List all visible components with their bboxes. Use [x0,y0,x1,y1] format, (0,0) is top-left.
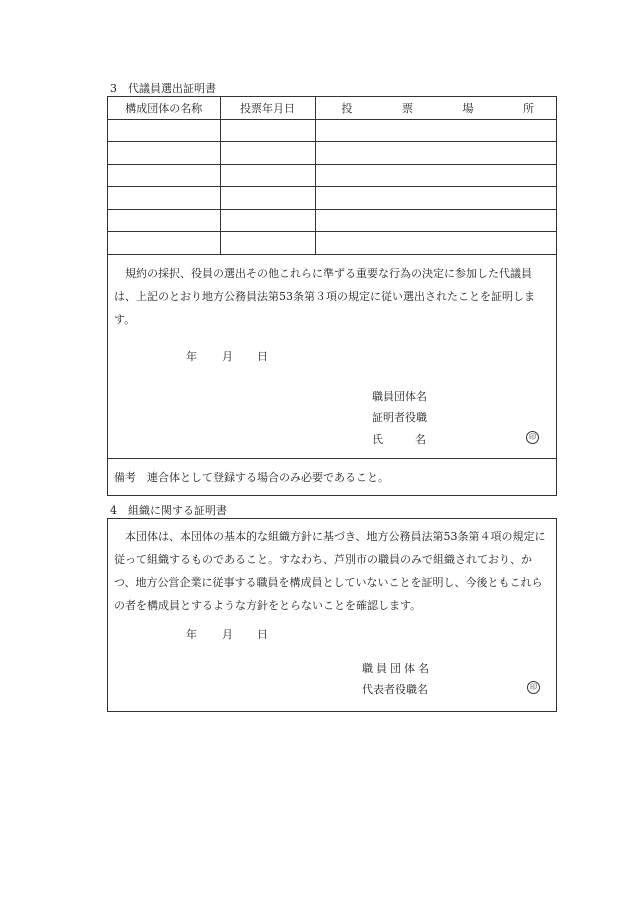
header-place-char: 票 [402,101,413,115]
cell-org-name[interactable] [108,142,220,165]
date-year-label: 年 [186,350,197,363]
cell-org-name[interactable] [108,232,220,255]
cell-org-name[interactable] [108,119,220,142]
date-day-label: 日 [257,350,268,363]
header-place-char: 場 [462,101,474,115]
organization-certificate-form [107,518,557,712]
table-row [108,187,556,210]
table-row [108,164,556,187]
header-place-char: 投 [341,101,353,115]
table-row [108,232,556,255]
org-name-label: 職員団体名 [362,662,432,675]
header-place-char: 所 [523,101,534,115]
certifier-role-label: 証明者役職 [372,411,427,424]
representative-role-label: 代表者役職名 [362,683,428,696]
cell-vote-place[interactable] [315,209,556,232]
remark-text: 備考 連合体として登録する場合のみ必要であること。 [114,471,389,484]
table-row [108,119,556,142]
certification-text: 規約の採択、役員の選出その他これらに準ずる重要な行為の決定に参加した代議員は、上記のとおり地方公務員法第53条第３項の規定に従い選出されたことを証明します。 [114,267,535,326]
seal-mark: 印 [526,431,539,444]
header-org-name: 構成団体の名称 [108,97,220,119]
cell-vote-place[interactable] [315,142,556,165]
remark-divider [108,458,556,459]
cell-vote-date[interactable] [220,119,315,142]
date-line [186,348,268,364]
cell-vote-place[interactable] [315,164,556,187]
cell-vote-place[interactable] [315,232,556,255]
cell-vote-place[interactable] [315,187,556,210]
name-label: 氏 名 [372,433,426,446]
cell-vote-place[interactable] [315,119,556,142]
section4-heading: 4 組織に関する証明書 [110,504,227,517]
table-row [108,209,556,232]
cell-vote-date[interactable] [220,209,315,232]
seal-mark: 印 [527,681,540,694]
cell-org-name[interactable] [108,187,220,210]
delegate-table [108,97,556,255]
org-name-label: 職員団体名 [372,390,427,403]
cell-org-name[interactable] [108,164,220,187]
table-row [108,142,556,165]
date-year-label: 年 [186,628,197,641]
cell-vote-date[interactable] [220,164,315,187]
date-day-label: 日 [257,628,268,641]
header-vote-place [315,97,556,119]
cell-vote-date[interactable] [220,232,315,255]
date-line [186,626,268,642]
table-header-row [108,97,556,119]
cell-vote-date[interactable] [220,142,315,165]
delegate-certificate-form [107,96,557,496]
section3-heading: 3 代議員選出証明書 [110,82,216,95]
date-month-label: 月 [222,628,233,641]
header-vote-date: 投票年月日 [220,97,315,119]
date-month-label: 月 [222,350,233,363]
cell-org-name[interactable] [108,209,220,232]
cell-vote-date[interactable] [220,187,315,210]
organization-body-text: 本団体は、本団体の基本的な組織方針に基づき、地方公務員法第53条第４項の規定に従って組織するものであること。すなわち、芦別市の職員のみで組織されており、かつ、地方公営企業に従事する職員を構成員としていないことを証明し、今後ともこれらの者を構成員とするような方針をとらないことを確認します。 [114,530,546,612]
